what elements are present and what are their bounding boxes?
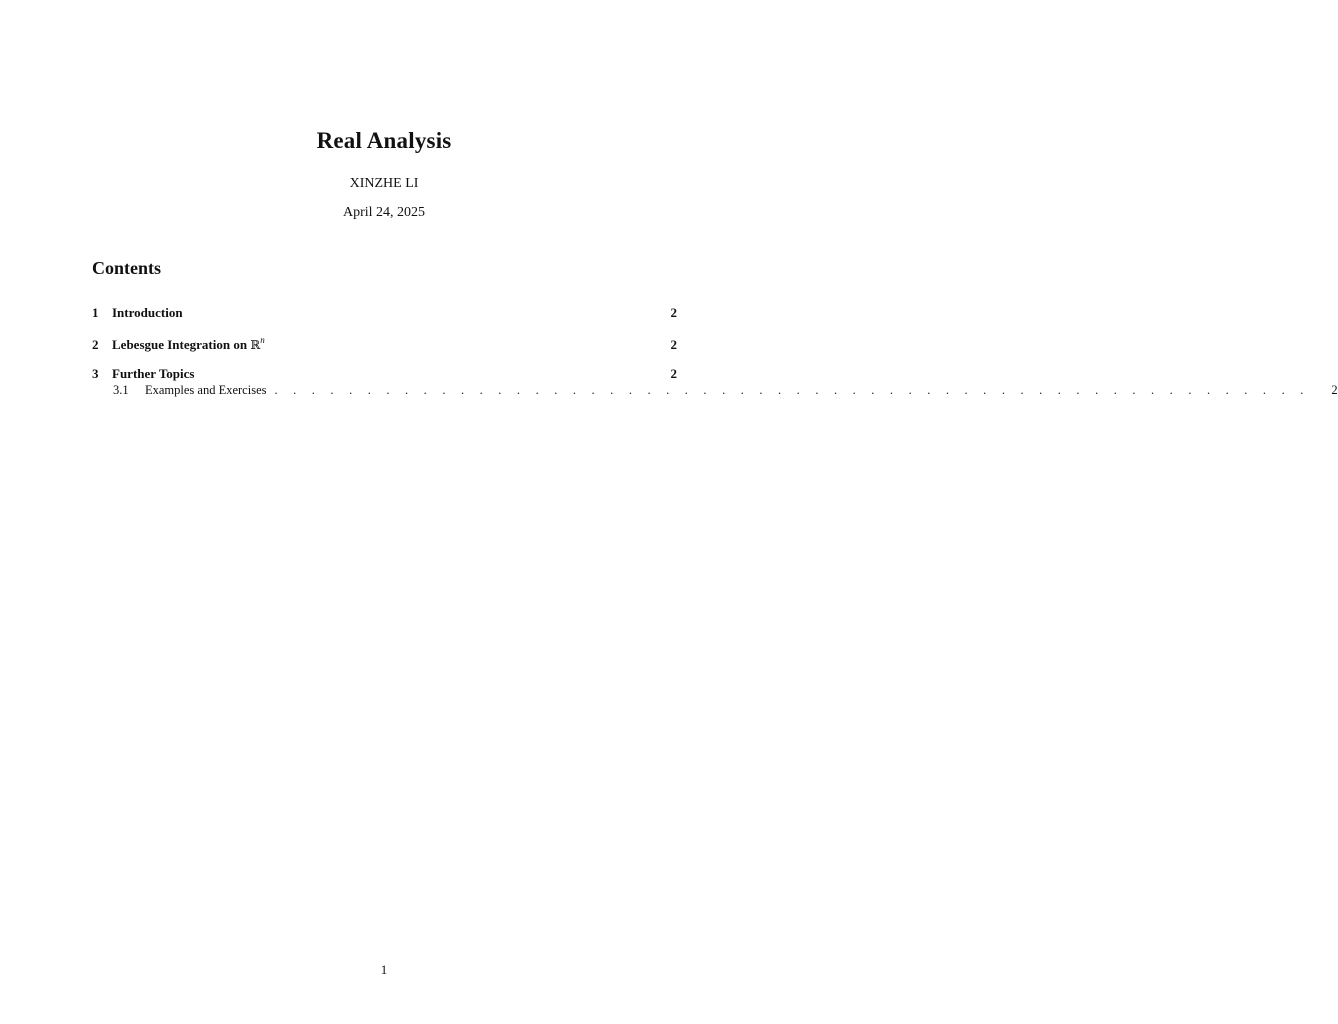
toc-entry-title: Introduction [112, 305, 183, 320]
page-number: 1 [380, 962, 388, 977]
toc-leader-dots: . . . . . . . . . . . . . . . . . . . . . . . . . . . . . . . . . . . . . . . . . . . . . . . . . . . . . . . . [274, 383, 1310, 397]
toc-entry-number: 1 [92, 305, 99, 320]
real-numbers-symbol: ℝ [250, 338, 261, 352]
dimension-superscript: n [260, 335, 265, 345]
toc-entry-number: 2 [92, 337, 99, 352]
toc-entry-lebesgue-integration[interactable] [92, 335, 677, 353]
toc-entry-page: 2 [670, 305, 677, 320]
document-title: Real Analysis [316, 128, 452, 153]
toc-entry-examples-and-exercises[interactable] [92, 383, 1338, 398]
toc-entry-introduction[interactable] [92, 305, 677, 321]
toc-entry-title: Further Topics [112, 366, 195, 381]
document-author: XINZHE LI [349, 176, 419, 191]
toc-entry-page: 2 [1331, 383, 1338, 397]
toc-entry-title-text: Lebesgue Integration on [112, 337, 251, 352]
toc-entry-number: 3 [92, 366, 99, 381]
toc-entry-number: 3.1 [113, 383, 129, 397]
contents-heading: Contents [92, 258, 162, 278]
toc-entry-title: Examples and Exercises [145, 383, 267, 397]
toc-entry-page: 2 [670, 366, 677, 381]
document-date: April 24, 2025 [342, 205, 426, 220]
toc-entry-further-topics[interactable] [92, 366, 677, 382]
toc-entry-title [112, 335, 265, 353]
toc-entry-page: 2 [670, 337, 677, 352]
